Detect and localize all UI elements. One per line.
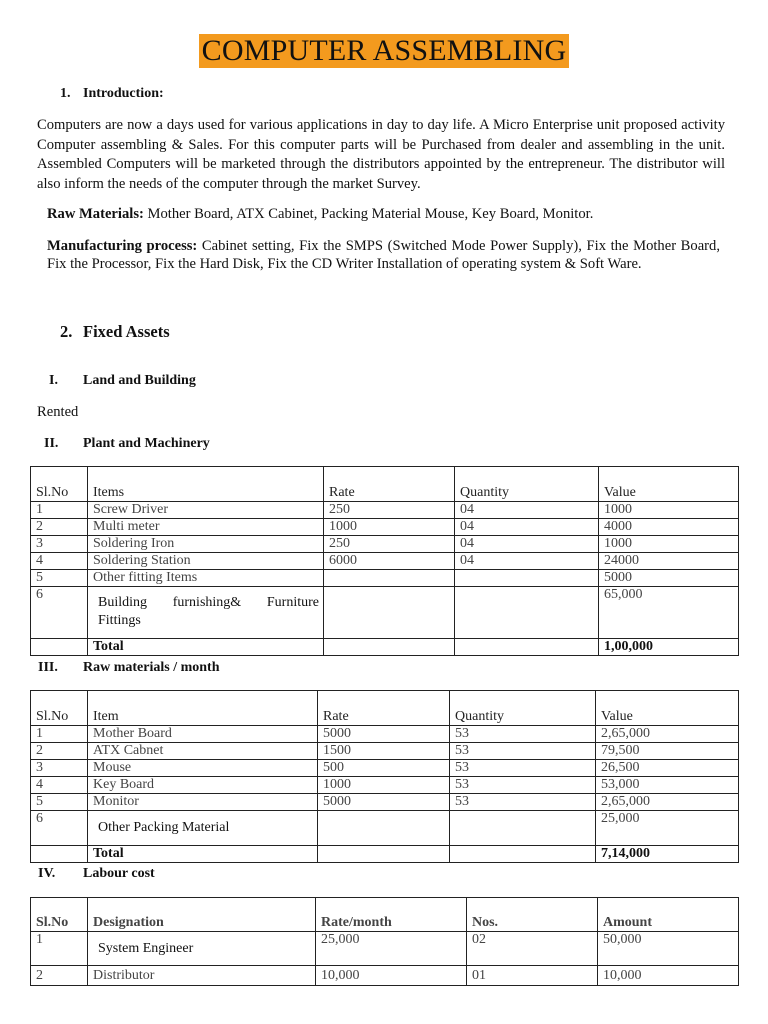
labour-heading: Labour cost: [83, 866, 155, 881]
manufacturing-text: Cabinet setting, Fix the SMPS (Switched Mode Power Supply), Fix the Mother Board, Fix the Processor, Fix the Hard Disk, Fix the CD Writer Installation of operating system & Soft Ware.: [47, 238, 720, 272]
table-row: [31, 794, 739, 811]
intro-paragraph: Computers are now a days used for various applications in day to day life. A Micro Enterprise unit proposed activity Computer assembling & Sales. For this computer parts will be Purchased from dealer and assembling in the unit. Assembled Computers will be marketed through the distributors appointed by the entrepreneur. The distributor will also inform the needs of the computer through the market Survey.: [37, 117, 725, 192]
raw-materials-label: Raw Materials:: [47, 206, 144, 222]
raw-col-quantity: Quantity: [450, 691, 596, 726]
raw-col-rate: Rate: [318, 691, 450, 726]
cell: Screw Driver: [88, 502, 324, 519]
cell: 02: [467, 932, 598, 966]
cell: 5000: [599, 570, 739, 587]
fixed-assets-heading: Fixed Assets: [83, 322, 170, 341]
land-number: I.: [49, 373, 58, 388]
cell: 1000: [324, 519, 455, 536]
plant-header-row: [31, 467, 739, 502]
cell: 25,000: [596, 811, 739, 846]
table-row: [31, 966, 739, 986]
total-value: 1,00,000: [599, 639, 739, 656]
cell: 1000: [599, 536, 739, 553]
table-row: [31, 777, 739, 794]
labour-header-row: [31, 898, 739, 932]
total-label: Total: [88, 846, 318, 863]
table-row: [31, 553, 739, 570]
land-heading: Land and Building: [83, 373, 196, 388]
cell: [318, 811, 450, 846]
cell: [31, 639, 88, 656]
fixed-assets-number: 2.: [60, 322, 73, 341]
table-row: [31, 811, 739, 846]
cell: [450, 811, 596, 846]
table-row: [31, 760, 739, 777]
cell: 3: [31, 760, 88, 777]
cell: 6: [31, 811, 88, 846]
cell: 24000: [599, 553, 739, 570]
raw-col-value: Value: [596, 691, 739, 726]
cell: 26,500: [596, 760, 739, 777]
labour-col-amount: Amount: [598, 898, 739, 932]
raw-number: III.: [38, 660, 58, 675]
raw-header-row: [31, 691, 739, 726]
cell: 1000: [318, 777, 450, 794]
raw-heading: Raw materials / month: [83, 660, 220, 675]
cell: 53,000: [596, 777, 739, 794]
raw-materials-text: Mother Board, ATX Cabinet, Packing Material Mouse, Key Board, Monitor.: [143, 206, 594, 222]
cell: Soldering Iron: [88, 536, 324, 553]
plant-col-quantity: Quantity: [455, 467, 599, 502]
table-row: [31, 570, 739, 587]
manufacturing-process: [47, 238, 720, 273]
intro-heading-number: 1.: [60, 86, 71, 101]
total-value: 7,14,000: [596, 846, 739, 863]
cell: 1: [31, 726, 88, 743]
cell: [450, 846, 596, 863]
title-wrap: [0, 34, 768, 68]
cell: 250: [324, 536, 455, 553]
cell: 4000: [599, 519, 739, 536]
cell: 04: [455, 536, 599, 553]
cell: 01: [467, 966, 598, 986]
cell: 5: [31, 570, 88, 587]
cell: 1: [31, 502, 88, 519]
cell: 2,65,000: [596, 726, 739, 743]
cell: 04: [455, 519, 599, 536]
cell: Key Board: [88, 777, 318, 794]
labour-table: [30, 897, 739, 986]
cell: Other fitting Items: [88, 570, 324, 587]
cell: Mother Board: [88, 726, 318, 743]
total-row: [31, 639, 739, 656]
cell: 10,000: [598, 966, 739, 986]
cell: 1000: [599, 502, 739, 519]
cell: Mouse: [88, 760, 318, 777]
cell: Other Packing Material: [88, 811, 318, 846]
cell: [324, 639, 455, 656]
cell: 53: [450, 743, 596, 760]
plant-col-rate: Rate: [324, 467, 455, 502]
manufacturing-label: Manufacturing process:: [47, 238, 198, 254]
cell: [31, 846, 88, 863]
labour-col-nos: Nos.: [467, 898, 598, 932]
cell: 5000: [318, 726, 450, 743]
cell: 04: [455, 553, 599, 570]
labour-col-slno: Sl.No: [31, 898, 88, 932]
cell: Monitor: [88, 794, 318, 811]
table-row: [31, 502, 739, 519]
cell: 500: [318, 760, 450, 777]
intro-heading: Introduction:: [83, 86, 164, 101]
cell: [455, 639, 599, 656]
cell: 53: [450, 794, 596, 811]
cell: Building furnishing& Furniture Fittings: [88, 587, 324, 639]
cell: 2: [31, 519, 88, 536]
total-label: Total: [88, 639, 324, 656]
cell: 53: [450, 726, 596, 743]
cell: 53: [450, 777, 596, 794]
plant-table: [30, 466, 739, 656]
cell: 4: [31, 553, 88, 570]
cell: ATX Cabnet: [88, 743, 318, 760]
cell: 25,000: [316, 932, 467, 966]
plant-heading: Plant and Machinery: [83, 436, 210, 451]
cell: 50,000: [598, 932, 739, 966]
cell: 3: [31, 536, 88, 553]
table-row: [31, 932, 739, 966]
cell: 04: [455, 502, 599, 519]
raw-materials-table: [30, 690, 739, 863]
cell: 2,65,000: [596, 794, 739, 811]
land-value: Rented: [37, 404, 79, 420]
plant-number: II.: [44, 436, 59, 451]
labour-col-rate: Rate/month: [316, 898, 467, 932]
cell: [324, 587, 455, 639]
table-row: [31, 587, 739, 639]
table-row: [31, 726, 739, 743]
total-row: [31, 846, 739, 863]
cell: 2: [31, 966, 88, 986]
labour-number: IV.: [38, 866, 56, 881]
plant-col-slno: Sl.No: [31, 467, 88, 502]
cell: Distributor: [88, 966, 316, 986]
page-title: COMPUTER ASSEMBLING: [199, 34, 570, 68]
table-row: [31, 743, 739, 760]
cell: [455, 570, 599, 587]
raw-col-slno: Sl.No: [31, 691, 88, 726]
plant-col-value: Value: [599, 467, 739, 502]
raw-col-item: Item: [88, 691, 318, 726]
cell: 5000: [318, 794, 450, 811]
table-row: [31, 536, 739, 553]
cell: System Engineer: [88, 932, 316, 966]
cell: 1500: [318, 743, 450, 760]
raw-materials-line: [47, 205, 727, 225]
cell: 6: [31, 587, 88, 639]
cell: 2: [31, 743, 88, 760]
cell: 10,000: [316, 966, 467, 986]
cell: [318, 846, 450, 863]
labour-col-designation: Designation: [88, 898, 316, 932]
cell: 250: [324, 502, 455, 519]
cell: 1: [31, 932, 88, 966]
cell: [455, 587, 599, 639]
cell: 5: [31, 794, 88, 811]
cell: 4: [31, 777, 88, 794]
cell: 6000: [324, 553, 455, 570]
cell: [324, 570, 455, 587]
cell: 65,000: [599, 587, 739, 639]
cell: Multi meter: [88, 519, 324, 536]
cell: Soldering Station: [88, 553, 324, 570]
plant-col-items: Items: [88, 467, 324, 502]
table-row: [31, 519, 739, 536]
cell: 53: [450, 760, 596, 777]
cell: 79,500: [596, 743, 739, 760]
